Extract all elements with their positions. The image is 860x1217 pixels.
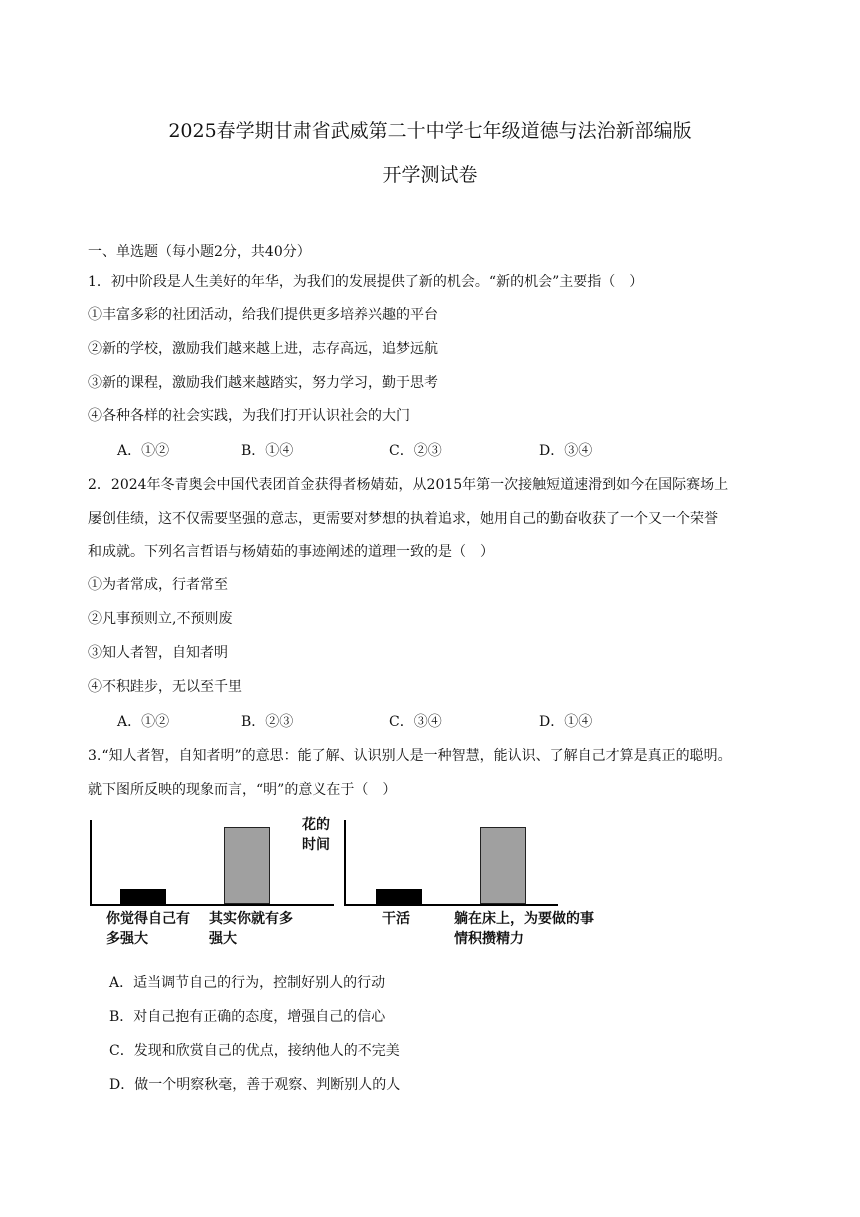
left-chart-bar-perceived xyxy=(120,889,166,904)
left-chart-x-axis xyxy=(90,904,334,906)
q1-stem: 1．初中阶段是人生美好的年华，为我们的发展提供了新的机会。“新的机会”主要指（ ） xyxy=(88,274,644,290)
right-chart-label-work: 干活 xyxy=(382,911,410,927)
q1-item-3: ③新的课程，激励我们越来越踏实，努力学习，勤于思考 xyxy=(88,375,438,391)
q3-option-c[interactable]: C．发现和欣赏自己的优点，接纳他人的不完美 xyxy=(109,1043,400,1059)
q1-option-b[interactable]: B．①④ xyxy=(241,443,294,459)
q2-option-c[interactable]: C．③④ xyxy=(389,714,442,730)
q1-item-2: ②新的学校，激励我们越来越上进，志存高远，追梦远航 xyxy=(88,341,438,357)
q2-stem-line2: 屡创佳绩，这不仅需要坚强的意志，更需要对梦想的执着追求，她用自己的勤奋收获了一个又一个荣誉 xyxy=(88,511,718,527)
q3-stem-line1: 3.“知人者智，自知者明”的意思：能了解、认识别人是一种智慧，能认识、了解自己才算是真正的聪明。 xyxy=(88,748,732,764)
section-heading: 一、单选题（每小题2分，共40分） xyxy=(88,244,311,260)
q2-option-d[interactable]: D．①④ xyxy=(539,714,593,730)
left-chart-y-axis xyxy=(90,820,92,905)
left-chart-label-actual: 其实你就有多强大 xyxy=(209,911,293,947)
q1-option-c[interactable]: C．②③ xyxy=(389,443,442,459)
right-chart-label-rest: 躺在床上，为要做的事情积攒精力 xyxy=(454,911,594,947)
q1-option-d[interactable]: D．③④ xyxy=(539,443,593,459)
q3-option-a[interactable]: A．适当调节自己的行为，控制好别人的行动 xyxy=(109,975,386,991)
q2-item-3: ③知人者智，自知者明 xyxy=(88,645,228,661)
right-chart-y-axis xyxy=(344,820,346,905)
left-chart-bar-actual xyxy=(224,827,270,904)
q3-figure xyxy=(88,815,608,950)
q2-item-1: ①为者常成，行者常至 xyxy=(88,577,228,593)
q2-option-a[interactable]: A．①② xyxy=(117,714,170,730)
q2-stem-line1: 2．2024年冬青奥会中国代表团首金获得者杨婧茹，从2015年第一次接触短道速滑到如今在国际赛场上 xyxy=(88,477,729,493)
doc-title-line2: 开学测试卷 xyxy=(382,164,478,186)
right-chart-bar-work xyxy=(376,889,422,904)
right-chart-bar-rest xyxy=(480,827,526,904)
q2-item-4: ④不积跬步，无以至千里 xyxy=(88,679,242,695)
right-chart-x-axis xyxy=(344,904,558,906)
q1-item-1: ①丰富多彩的社团活动，给我们提供更多培养兴趣的平台 xyxy=(88,307,438,323)
q2-stem-line3: 和成就。下列名言哲语与杨婧茹的事迹阐述的道理一致的是（ ） xyxy=(88,544,494,560)
q2-item-2: ②凡事预则立,不预则废 xyxy=(88,611,233,627)
q3-stem-line2: 就下图所反映的现象而言，“明”的意义在于（ ） xyxy=(88,782,397,798)
q3-option-d[interactable]: D．做一个明察秋毫，善于观察、判断别人的人 xyxy=(109,1077,401,1093)
q1-item-4: ④各种各样的社会实践，为我们打开认识社会的大门 xyxy=(88,408,410,424)
q2-option-b[interactable]: B．②③ xyxy=(241,714,294,730)
doc-title-line1: 2025春学期甘肃省武威第二十中学七年级道德与法治新部编版 xyxy=(168,120,692,142)
q3-option-b[interactable]: B．对自己抱有正确的态度，增强自己的信心 xyxy=(109,1009,386,1025)
right-chart-y-label: 花的时间 xyxy=(302,817,330,853)
q1-option-a[interactable]: A．①② xyxy=(117,443,170,459)
left-chart-label-perceived: 你觉得自己有多强大 xyxy=(106,911,190,947)
